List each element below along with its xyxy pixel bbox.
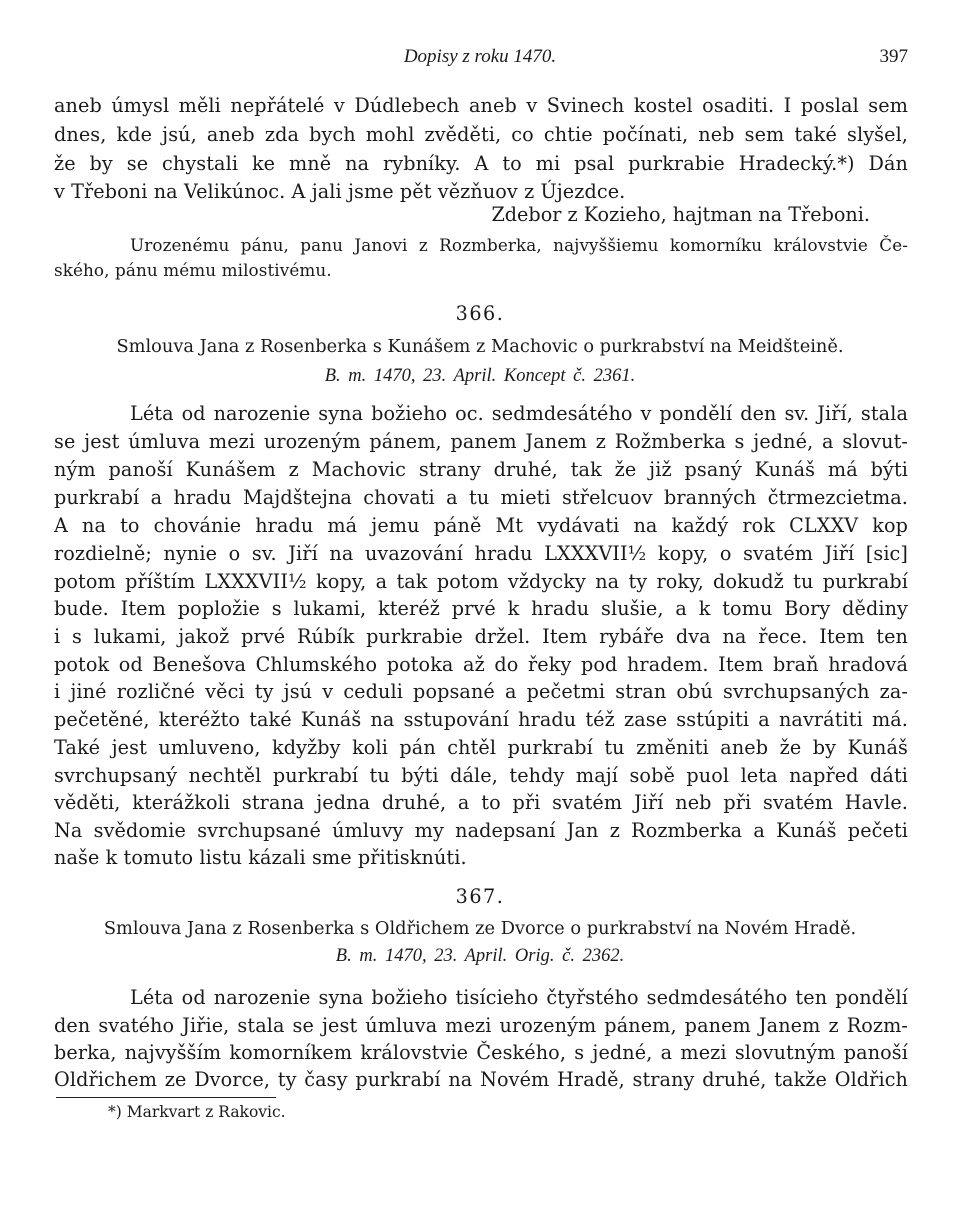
text-line: den svatého Jiřie, stala se jest úmluva mezi urozeným pánem, panem Janem z Rozm- xyxy=(54,1014,908,1037)
letter-address: Urozenému pánu, panu Janovi z Rozmberka, najvyššiemu komorníku královstvie Če- xyxy=(130,235,908,255)
document-regest: Smlouva Jana z Rosenberka s Oldřichem ze Dvorce o purkrabství na Novém Hradě. xyxy=(103,918,857,939)
document-regest: Smlouva Jana z Rosenberka s Kunášem z Machovic o purkrabství na Meidšteině. xyxy=(116,336,844,357)
text-line: Také jest umluveno, kdyžby koli pán chtěl purkrabí tu změniti aneb že by Kunáš xyxy=(54,736,908,759)
text-line: rozdielně; nynie o sv. Jiří na uvazování hradu LXXXVII½ kopy, o svatém Jiří [sic] xyxy=(54,542,908,565)
text-line: aneb úmysl měli nepřátelé v Dúdlebech aneb v Svinech kostel osaditi. I poslal sem xyxy=(54,94,908,117)
document-dating: B. m. 1470, 23. April. Koncept č. 2361. xyxy=(324,366,636,386)
text-line: se jest úmluva mezi urozeným pánem, panem Janem z Rožmberka s jedné, a slovut- xyxy=(54,430,908,453)
text-line: potok od Benešova Chlumského potoka až do řeky pod hradem. Item braň hradová xyxy=(54,653,908,676)
text-line: purkrabí a hradu Majdštejna chovati a tu mieti střelcuov branných čtrmezcietma. xyxy=(54,486,908,509)
letter-address: ského, pánu mému milostivému. xyxy=(54,260,332,280)
text-line: potom příštím LXXXVII½ kopy, a tak potom vždycky na ty roky, dokudž tu purkrabí xyxy=(54,570,908,593)
text-line: naše k tomuto listu kázali sme přitisknúti. xyxy=(54,846,467,869)
text-line: A na to chovánie hradu má jemu páně Mt vydávati na každý rok CLXXV kop xyxy=(54,514,908,537)
running-title: Dopisy z roku 1470. xyxy=(403,46,557,67)
footnote-rule xyxy=(56,1097,276,1098)
document-number: 366. xyxy=(455,302,505,325)
text-line: ným panoší Kunášem z Machovic strany druhé, tak že již psaný Kunáš má býti xyxy=(54,458,908,481)
text-line: v Třeboni na Velikúnoc. A jali jsme pět vězňuov z Újezdce. xyxy=(54,180,626,203)
text-line: že by se chystali ke mně na rybníky. A to mi psal purkrabie Hradecký.*) Dán xyxy=(54,152,908,175)
text-line: svrchupsaný nechtěl purkrabí tu býti dále, tehdy mají sobě puol leta napřed dáti xyxy=(54,764,908,787)
page-number: 397 xyxy=(879,46,908,67)
text-line: Léta od narozenie syna božieho tisícieho čtyřstého sedmdesátého ten pondělí xyxy=(130,986,908,1009)
document-number: 367. xyxy=(455,885,505,908)
text-line: bude. Item popložie s lukami, kteréž prvé k hradu slušie, a k tomu Bory dědiny xyxy=(54,597,908,620)
text-line: pečetěné, kteréžto také Kunáš na sstupování hradu též zase sstúpiti a navrátiti má. xyxy=(54,708,908,731)
text-line: dnes, kde jsú, aneb zda bych mohl zvěděti, co chtie počínati, neb sem také slyšel, xyxy=(54,123,908,146)
document-dating: B. m. 1470, 23. April. Orig. č. 2362. xyxy=(335,946,625,966)
text-line: Na svědomie svrchupsané úmluvy my nadepsaní Jan z Rozmberka a Kunáš pečeti xyxy=(54,819,908,842)
text-line: Oldřichem ze Dvorce, ty časy purkrabí na Novém Hradě, strany druhé, takže Oldřich xyxy=(54,1068,908,1091)
text-line: věděti, kterážkoli strana jedna druhé, a to při svatém Jiří neb při svatém Havle. xyxy=(54,791,908,814)
letter-signature: Zdebor z Kozieho, hajtman na Třeboni. xyxy=(491,203,870,226)
text-line: Léta od narozenie syna božieho oc. sedmdesátého v pondělí den sv. Jiří, stala xyxy=(130,402,908,425)
text-line: i s lukami, jakož prvé Rúbík purkrabie držel. Item rybáře dva na řece. Item ten xyxy=(54,625,908,648)
text-line: berka, najvyšším komorníkem královstvie Českého, s jedné, a mezi slovutným panoší xyxy=(54,1041,908,1064)
footnote: *) Markvart z Rakovic. xyxy=(108,1103,286,1121)
text-line: i jiné rozličné věci ty jsú v ceduli popsané a pečetmi stran obú svrchupsaných za- xyxy=(54,680,908,703)
